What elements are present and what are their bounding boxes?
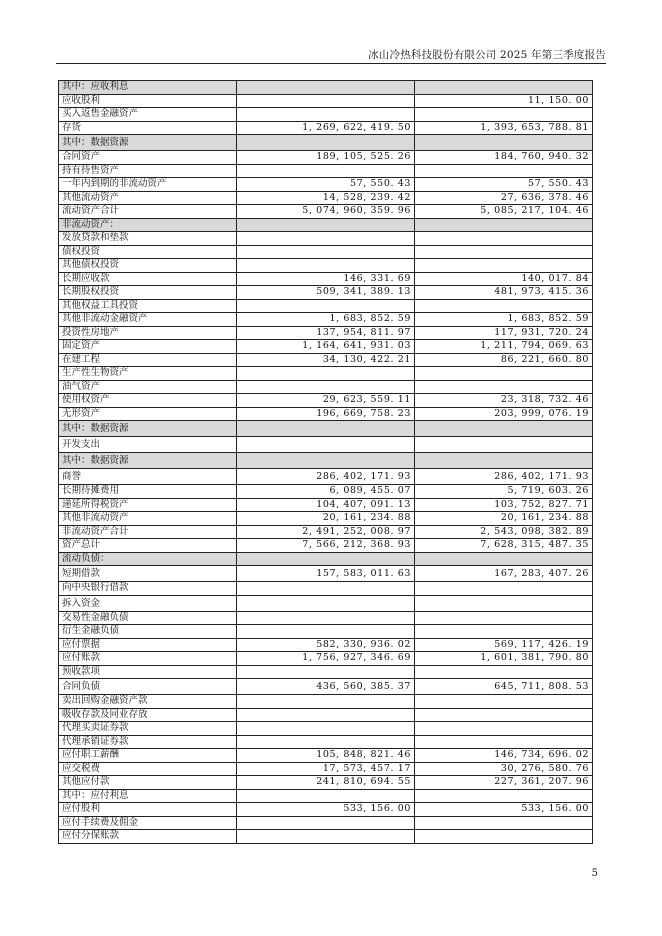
row-label: 其他债权投资 [59,259,237,273]
row-label: 应付账款 [59,652,237,666]
current-period-value: 189, 105, 525. 26 [237,151,415,165]
table-row [59,218,593,232]
balance-sheet-body [59,81,593,844]
prior-period-value [415,81,593,95]
current-period-value [237,259,415,273]
table-row [59,340,593,354]
table-row [59,286,593,300]
prior-period-value [415,232,593,246]
current-period-value: 196, 669, 758. 23 [237,407,415,421]
current-period-value: 1, 164, 641, 931. 03 [237,340,415,354]
current-period-value: 20, 161, 234. 88 [237,512,415,526]
row-label: 非流动资产合计 [59,525,237,539]
current-period-value: 286, 402, 171. 93 [237,469,415,485]
current-period-value [237,421,415,437]
row-label: 长期应收款 [59,272,237,286]
prior-period-value [415,164,593,178]
row-label: 应交税费 [59,762,237,776]
prior-period-value [415,108,593,122]
prior-period-value: 2, 543, 098, 382. 89 [415,525,593,539]
row-label: 其中：应收利息 [59,81,237,95]
current-period-value: 241, 810, 694. 55 [237,776,415,790]
row-label: 卖出回购金融资产款 [59,695,237,709]
row-label: 资产总计 [59,539,237,553]
table-row [59,552,593,566]
current-period-value [237,789,415,803]
current-period-value [237,380,415,394]
current-period-value: 6, 089, 455. 07 [237,485,415,499]
prior-period-value [415,789,593,803]
table-row [59,469,593,485]
table-row [59,611,593,625]
prior-period-value: 167, 283, 407. 26 [415,566,593,582]
row-label: 商誉 [59,469,237,485]
current-period-value: 533, 156. 00 [237,803,415,817]
table-row [59,394,593,408]
row-label: 应收股利 [59,94,237,108]
prior-period-value [415,830,593,844]
current-period-value [237,164,415,178]
prior-period-value: 286, 402, 171. 93 [415,469,593,485]
current-period-value: 1, 683, 852. 59 [237,313,415,327]
row-label: 一年内到期的非流动资产 [59,178,237,192]
current-period-value: 17, 573, 457. 17 [237,762,415,776]
prior-period-value [415,695,593,709]
current-period-value: 137, 954, 811. 97 [237,326,415,340]
prior-period-value [415,665,593,679]
current-period-value: 5, 074, 960, 359. 96 [237,205,415,219]
prior-period-value [415,259,593,273]
current-period-value [237,695,415,709]
current-period-value [237,367,415,381]
prior-period-value: 146, 734, 696. 02 [415,749,593,763]
table-row [59,652,593,666]
prior-period-value [415,135,593,151]
prior-period-value: 11, 150. 00 [415,94,593,108]
prior-period-value [415,437,593,453]
prior-period-value: 1, 601, 381, 790. 80 [415,652,593,666]
prior-period-value [415,218,593,232]
row-label: 使用权资产 [59,394,237,408]
current-period-value [237,708,415,722]
table-row [59,638,593,652]
current-period-value: 436, 560, 385. 37 [237,679,415,695]
current-period-value [237,81,415,95]
row-label: 应付职工薪酬 [59,749,237,763]
table-row [59,665,593,679]
row-label: 流动负债： [59,552,237,566]
prior-period-value: 27, 636, 378. 46 [415,191,593,205]
current-period-value [237,94,415,108]
table-row [59,695,593,709]
prior-period-value: 184, 760, 940. 32 [415,151,593,165]
row-label: 存货 [59,121,237,135]
row-label: 其他应付款 [59,776,237,790]
prior-period-value: 1, 683, 852. 59 [415,313,593,327]
prior-period-value [415,816,593,830]
table-row [59,735,593,749]
table-row [59,121,593,135]
current-period-value [237,437,415,453]
row-label: 其他非流动资产 [59,512,237,526]
current-period-value: 1, 756, 927, 346. 69 [237,652,415,666]
current-period-value: 14, 528, 239. 42 [237,191,415,205]
prior-period-value: 645, 711, 808. 53 [415,679,593,695]
current-period-value: 57, 550. 43 [237,178,415,192]
prior-period-value: 5, 719, 603. 26 [415,485,593,499]
table-row [59,803,593,817]
prior-period-value: 227, 361, 207. 96 [415,776,593,790]
row-label: 其他非流动金融资产 [59,313,237,327]
table-row [59,762,593,776]
row-label: 其中：数据资源 [59,453,237,469]
row-label: 吸收存款及同业存放 [59,708,237,722]
current-period-value: 509, 341, 389. 13 [237,286,415,300]
prior-period-value: 203, 999, 076. 19 [415,407,593,421]
row-label: 合同资产 [59,151,237,165]
row-label: 拆入资金 [59,595,237,611]
table-row [59,313,593,327]
row-label: 其中：数据资源 [59,421,237,437]
current-period-value [237,218,415,232]
prior-period-value: 533, 156. 00 [415,803,593,817]
current-period-value: 7, 566, 212, 368. 93 [237,539,415,553]
row-label: 其中：数据资源 [59,135,237,151]
row-label: 油气资产 [59,380,237,394]
table-row [59,498,593,512]
row-label: 短期借款 [59,566,237,582]
row-label: 长期待摊费用 [59,485,237,499]
table-row [59,164,593,178]
current-period-value: 104, 407, 091. 13 [237,498,415,512]
current-period-value [237,135,415,151]
current-period-value [237,453,415,469]
table-row [59,816,593,830]
row-label: 在建工程 [59,353,237,367]
row-label: 应付票据 [59,638,237,652]
current-period-value [237,830,415,844]
table-row [59,525,593,539]
prior-period-value: 86, 221, 660. 80 [415,353,593,367]
table-row [59,191,593,205]
table-row [59,245,593,259]
table-row [59,151,593,165]
row-label: 应付手续费及佣金 [59,816,237,830]
current-period-value: 34, 130, 422. 21 [237,353,415,367]
row-label: 代理承销证券款 [59,735,237,749]
table-row [59,421,593,437]
prior-period-value: 7, 628, 315, 487. 35 [415,539,593,553]
current-period-value: 105, 848, 821. 46 [237,749,415,763]
prior-period-value [415,708,593,722]
table-row [59,485,593,499]
current-period-value [237,552,415,566]
row-label: 递延所得税资产 [59,498,237,512]
current-period-value [237,245,415,259]
row-label: 开发支出 [59,437,237,453]
current-period-value [237,582,415,596]
page-number: 5 [591,868,598,879]
row-label: 预收款项 [59,665,237,679]
row-label: 其他流动资产 [59,191,237,205]
row-label: 应付股利 [59,803,237,817]
prior-period-value [415,582,593,596]
row-label: 代理买卖证券款 [59,722,237,736]
row-label: 合同负债 [59,679,237,695]
table-row [59,94,593,108]
table-row [59,353,593,367]
current-period-value [237,735,415,749]
report-header-title: 冰山冷热科技股份有限公司 2025 年第三季度报告 [368,49,606,61]
current-period-value: 29, 623, 559. 11 [237,394,415,408]
prior-period-value: 569, 117, 426. 19 [415,638,593,652]
prior-period-value: 117, 931, 720. 24 [415,326,593,340]
current-period-value: 582, 330, 936. 02 [237,638,415,652]
balance-sheet-table [58,80,593,844]
prior-period-value [415,625,593,639]
table-row [59,380,593,394]
table-row [59,722,593,736]
row-label: 其他权益工具投资 [59,299,237,313]
table-row [59,539,593,553]
current-period-value: 157, 583, 011. 63 [237,566,415,582]
table-row [59,259,593,273]
current-period-value: 1, 269, 622, 419. 50 [237,121,415,135]
current-period-value [237,816,415,830]
table-row [59,566,593,582]
table-row [59,595,593,611]
row-label: 无形资产 [59,407,237,421]
row-label: 长期股权投资 [59,286,237,300]
row-label: 交易性金融负债 [59,611,237,625]
current-period-value: 2, 491, 252, 008. 97 [237,525,415,539]
table-row [59,367,593,381]
current-period-value [237,625,415,639]
table-row [59,708,593,722]
table-row [59,453,593,469]
table-row [59,749,593,763]
table-row [59,205,593,219]
prior-period-value [415,735,593,749]
row-label: 非流动资产： [59,218,237,232]
prior-period-value: 23, 318, 732. 46 [415,394,593,408]
table-row [59,407,593,421]
prior-period-value: 5, 085, 217, 104. 46 [415,205,593,219]
current-period-value [237,299,415,313]
current-period-value [237,595,415,611]
row-label: 生产性生物资产 [59,367,237,381]
table-row [59,776,593,790]
row-label: 买入返售金融资产 [59,108,237,122]
row-label: 流动资产合计 [59,205,237,219]
prior-period-value [415,453,593,469]
row-label: 固定资产 [59,340,237,354]
current-period-value [237,611,415,625]
header-rule [56,63,606,64]
table-row [59,108,593,122]
row-label: 投资性房地产 [59,326,237,340]
prior-period-value [415,595,593,611]
row-label: 向中央银行借款 [59,582,237,596]
table-row [59,232,593,246]
row-label: 应付分保账款 [59,830,237,844]
prior-period-value: 140, 017. 84 [415,272,593,286]
table-row [59,178,593,192]
current-period-value: 146, 331. 69 [237,272,415,286]
prior-period-value [415,552,593,566]
prior-period-value [415,367,593,381]
table-row [59,437,593,453]
prior-period-value: 20, 161, 234. 88 [415,512,593,526]
row-label: 持有待售资产 [59,164,237,178]
current-period-value [237,108,415,122]
prior-period-value [415,245,593,259]
current-period-value [237,722,415,736]
prior-period-value [415,421,593,437]
table-row [59,299,593,313]
prior-period-value: 30, 276, 580. 76 [415,762,593,776]
current-period-value [237,665,415,679]
prior-period-value: 481, 973, 415. 36 [415,286,593,300]
table-row [59,582,593,596]
prior-period-value [415,380,593,394]
row-label: 其中：应付利息 [59,789,237,803]
prior-period-value: 1, 211, 794, 069. 63 [415,340,593,354]
prior-period-value: 57, 550. 43 [415,178,593,192]
prior-period-value: 1, 393, 653, 788. 81 [415,121,593,135]
table-row [59,512,593,526]
table-row [59,789,593,803]
table-row [59,326,593,340]
table-row [59,679,593,695]
row-label: 发放贷款和垫款 [59,232,237,246]
prior-period-value [415,299,593,313]
current-period-value [237,232,415,246]
prior-period-value: 103, 752, 827. 71 [415,498,593,512]
row-label: 衍生金融负债 [59,625,237,639]
table-row [59,135,593,151]
table-row [59,625,593,639]
table-row [59,272,593,286]
prior-period-value [415,722,593,736]
table-row [59,830,593,844]
prior-period-value [415,611,593,625]
row-label: 债权投资 [59,245,237,259]
table-row [59,81,593,95]
